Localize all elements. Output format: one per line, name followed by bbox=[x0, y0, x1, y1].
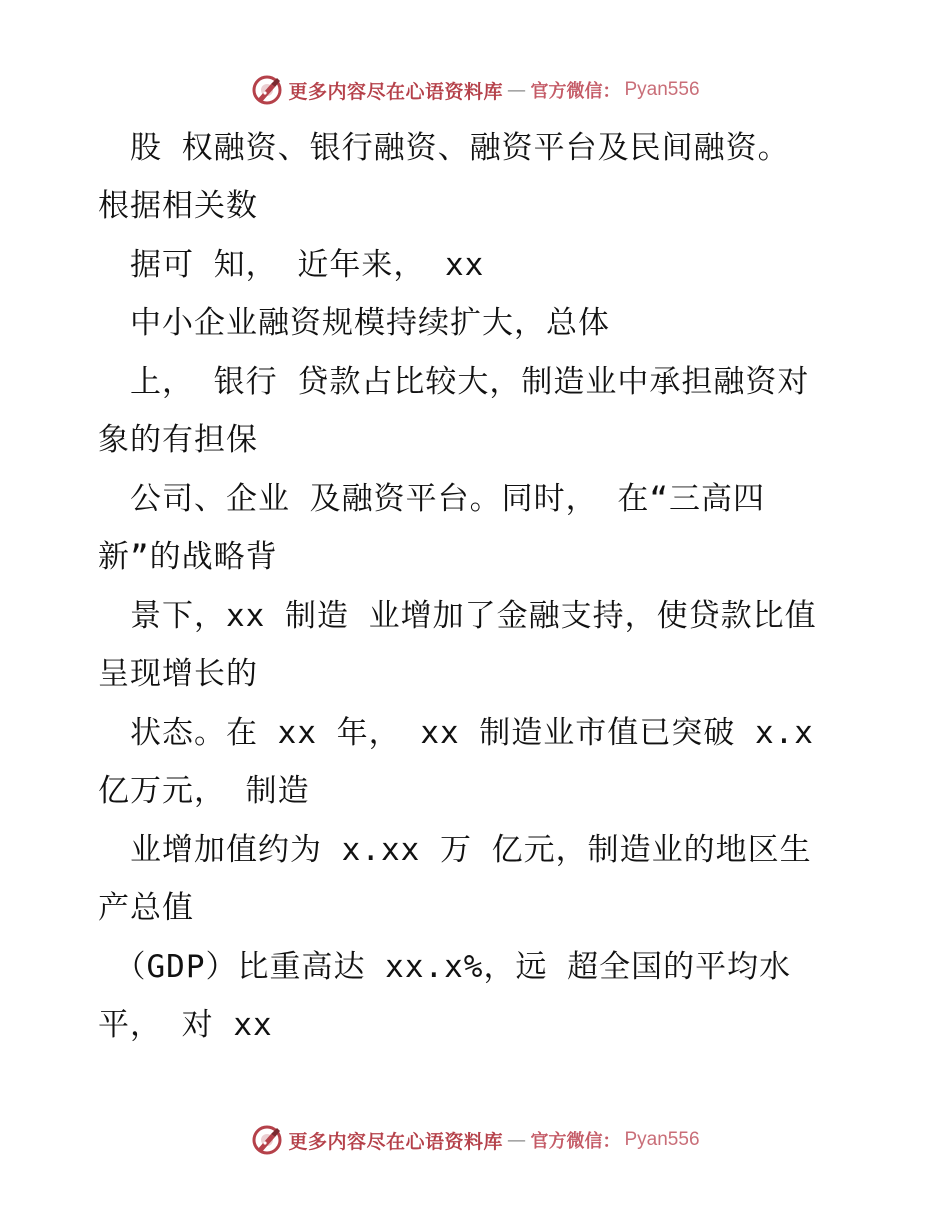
text-line: 平， 对 xx bbox=[98, 1007, 273, 1043]
text-line: 产总值 bbox=[98, 890, 194, 926]
text-line: 呈现增长的 bbox=[98, 656, 258, 692]
text-line: 景下，xx 制造 业增加了金融支持，使贷款比值 bbox=[98, 598, 817, 634]
text-line: 业增加值约为 x.xx 万 亿元，制造业的地区生 bbox=[98, 832, 812, 868]
text-line: 新”的战略背 bbox=[98, 539, 278, 575]
watermark-id: Pyan556 bbox=[624, 1129, 700, 1150]
text-line: 根据相关数 bbox=[98, 188, 258, 224]
watermark-separator: — bbox=[507, 79, 527, 101]
text-line: 股 权融资、银行融资、融资平台及民间融资。 bbox=[98, 130, 790, 166]
text-line: 亿万元， 制造 bbox=[98, 773, 310, 809]
watermark-main-text: 更多内容尽在心语资料库 bbox=[288, 1130, 503, 1153]
watermark-sub-text: 官方微信： bbox=[530, 1131, 621, 1152]
text-line: 状态。在 xx 年， xx 制造业市值已突破 x.x bbox=[98, 715, 814, 751]
text-line: 上， 银行 贷款占比较大，制造业中承担融资对 bbox=[98, 364, 810, 400]
watermark-sub-text: 官方微信： bbox=[530, 81, 621, 102]
footer-watermark bbox=[0, 1120, 950, 1160]
text-line: （GDP）比重高达 xx.x%，远 超全国的平均水 bbox=[98, 949, 792, 985]
text-line: 象的有担保 bbox=[98, 422, 258, 458]
text-line: 中小企业融资规模持续扩大，总体 bbox=[98, 305, 610, 341]
watermark-main-text: 更多内容尽在心语资料库 bbox=[288, 80, 503, 103]
pen-nib-circle-icon bbox=[250, 1123, 284, 1157]
text-line: 据可 知， 近年来， xx bbox=[98, 247, 485, 283]
watermark-separator: — bbox=[507, 1129, 527, 1151]
watermark-id: Pyan556 bbox=[624, 79, 700, 100]
text-line: 公司、企业 及融资平台。同时， 在“三高四 bbox=[98, 481, 765, 517]
